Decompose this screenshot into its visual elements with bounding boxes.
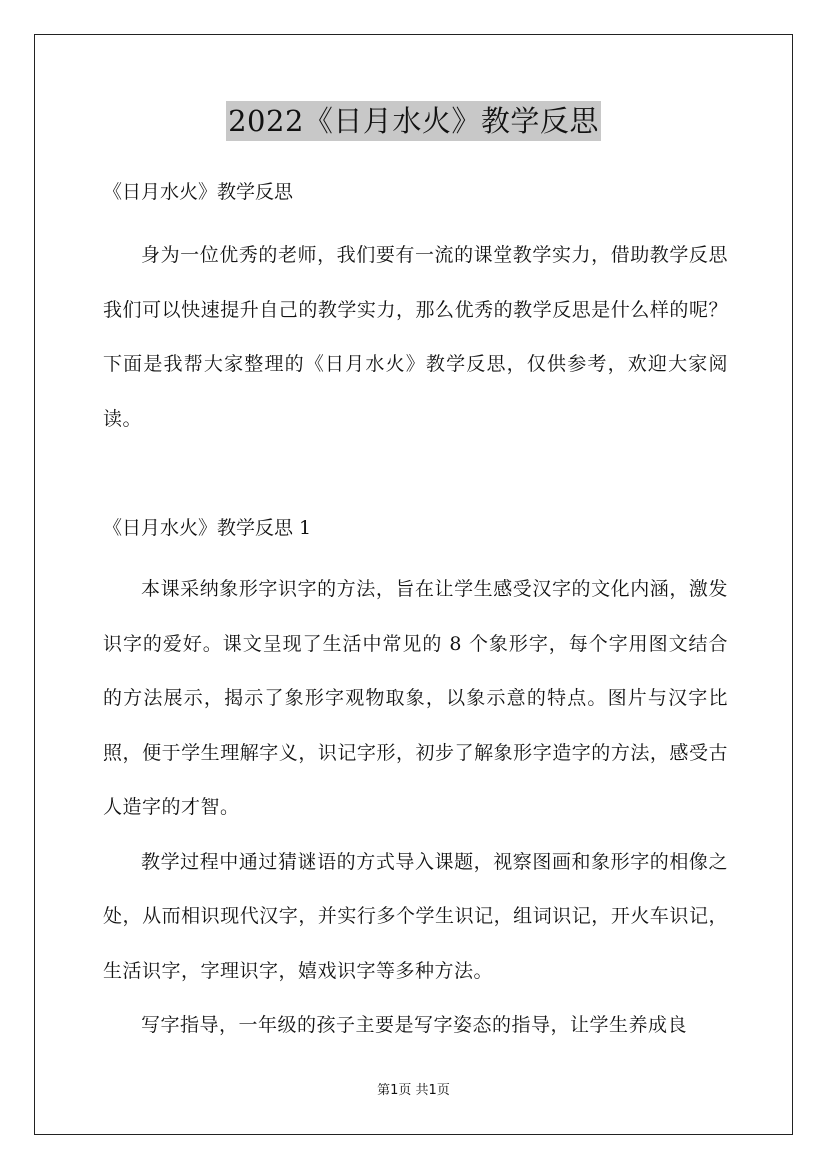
body-paragraph[interactable]: 本课采纳象形字识字的方法，旨在让学生感受汉字的文化内涵，激发识字的爱好。课文呈现了生活中常见的 8 个象形字，每个字用图文结合的方法展示，揭示了象形字观物取象，以象示意的特点。图片与汉字比照，便于学生理解字义，识记字形，初步了解象形字造字的方法，感受古人造字的才智。 [103,578,728,818]
document-body [103,178,728,1053]
intro-heading[interactable]: 《日月水火》教学反思 [103,181,294,203]
spacer [103,206,728,228]
page-footer: 第1页 共1页 [377,1083,450,1098]
document-title[interactable]: 2022《日月水火》教学反思 [226,101,601,141]
section-heading[interactable]: 《日月水火》教学反思 1 [103,517,312,539]
intro-paragraph[interactable]: 身为一位优秀的老师，我们要有一流的课堂教学实力，借助教学反思我们可以快速提升自己的教学实力，那么优秀的教学反思是什么样的呢？下面是我帮大家整理的《日月水火》教学反思，仅供参考，欢迎大家阅读。 [103,244,728,430]
spacer [103,446,728,514]
body-paragraph[interactable]: 写字指导，一年级的孩子主要是写字姿态的指导，让学生养成良 [141,1014,688,1036]
title-container [0,101,827,141]
spacer [103,542,728,562]
body-paragraph[interactable]: 教学过程中通过猜谜语的方式导入课题，视察图画和象形字的相像之处，从而相识现代汉字，并实行多个学生识记，组词识记，开火车识记，生活识字，字理识字，嬉戏识字等多种方法。 [103,850,728,982]
